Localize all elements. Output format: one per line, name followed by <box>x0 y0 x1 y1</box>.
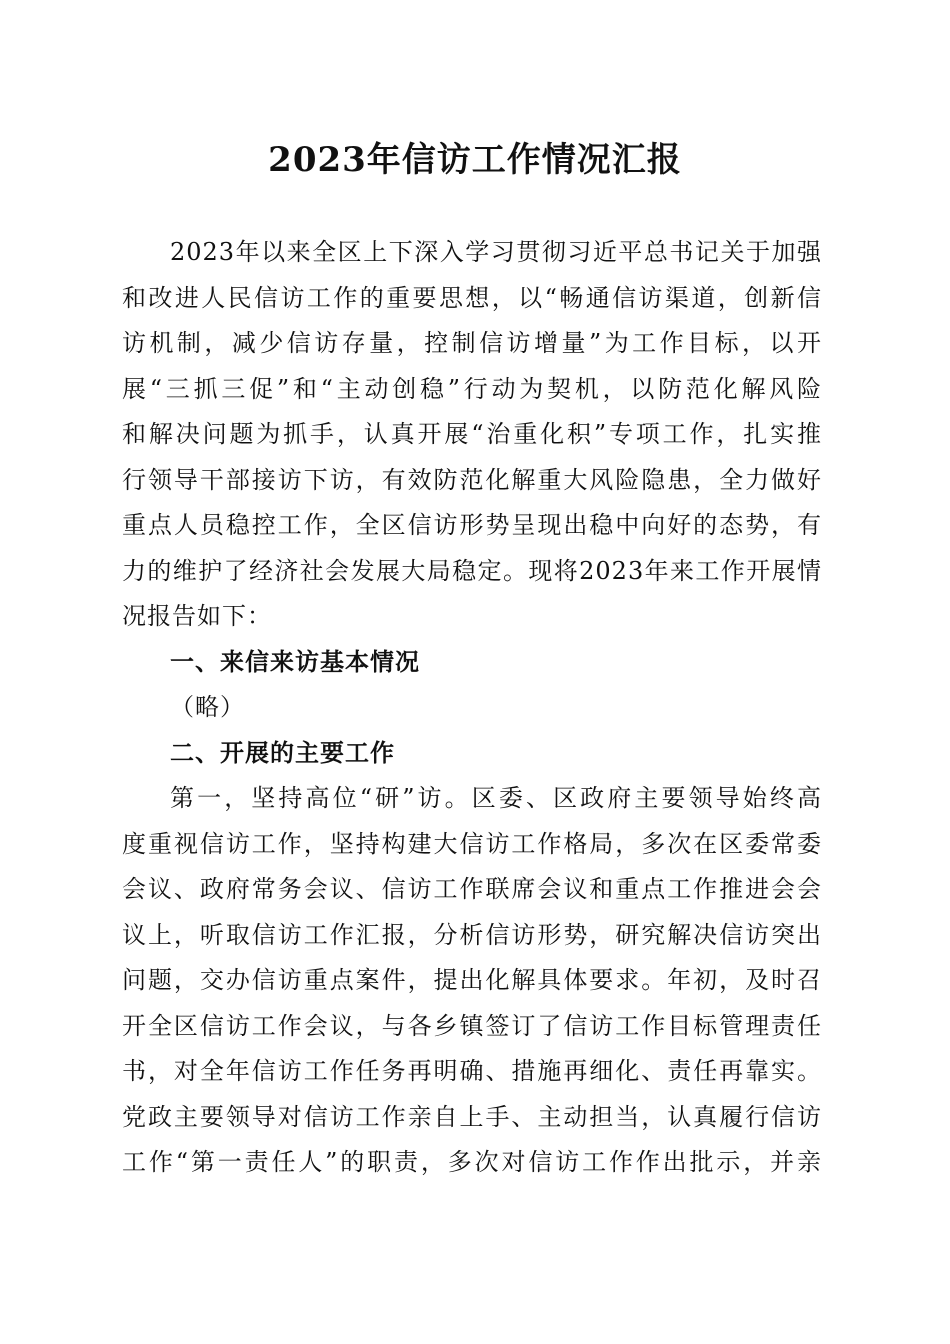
section2-paragraph <box>122 776 822 1186</box>
section2-line: 开全区信访工作会议，与各乡镇签订了信访工作目标管理责任 <box>122 1011 822 1040</box>
intro-line: 展“三抓三促”和“主动创稳”行动为契机，以防范化解风险 <box>122 374 822 403</box>
section2-line: 书，对全年信访工作任务再明确、措施再细化、责任再靠实。 <box>122 1057 822 1085</box>
section2-line: 党政主要领导对信访工作亲自上手、主动担当，认真履行信访 <box>122 1102 822 1131</box>
section-note: （略） <box>170 693 245 721</box>
intro-paragraph <box>122 230 822 640</box>
section2-line: 第一，坚持高位“研”访。区委、区政府主要领导始终高 <box>170 784 822 812</box>
section-heading-2: 二、开展的主要工作 <box>170 738 395 767</box>
document-body <box>122 230 822 1186</box>
document-title: 2023年信访工作情况汇报 <box>268 140 682 180</box>
section2-line: 问题，交办信访重点案件，提出化解具体要求。年初，及时召 <box>122 966 822 994</box>
intro-line: 和解决问题为抓手，认真开展“治重化积”专项工作，扎实推 <box>122 420 822 448</box>
intro-line: 重点人员稳控工作，全区信访形势呈现出稳中向好的态势，有 <box>122 511 822 539</box>
intro-line: 行领导干部接访下访，有效防范化解重大风险隐患，全力做好 <box>122 465 822 494</box>
section2-line: 度重视信访工作，坚持构建大信访工作格局，多次在区委常委 <box>122 829 822 858</box>
section2-line: 会议、政府常务会议、信访工作联席会议和重点工作推进会会 <box>122 875 822 903</box>
section2-line: 工作“第一责任人”的职责，多次对信访工作作出批示，并亲 <box>122 1148 822 1176</box>
intro-line: 况报告如下： <box>122 602 272 630</box>
intro-line: 力的维护了经济社会发展大局稳定。现将2023年来工作开展情 <box>122 556 822 585</box>
intro-line: 访机制，减少信访存量，控制信访增量”为工作目标，以开 <box>122 329 822 357</box>
section2-line: 议上，听取信访工作汇报，分析信访形势，研究解决信访突出 <box>122 920 822 949</box>
section-heading-1: 一、来信来访基本情况 <box>170 647 420 676</box>
intro-line: 和改进人民信访工作的重要思想，以“畅通信访渠道，创新信 <box>122 283 822 312</box>
intro-line: 2023年以来全区上下深入学习贯彻习近平总书记关于加强 <box>170 238 822 266</box>
